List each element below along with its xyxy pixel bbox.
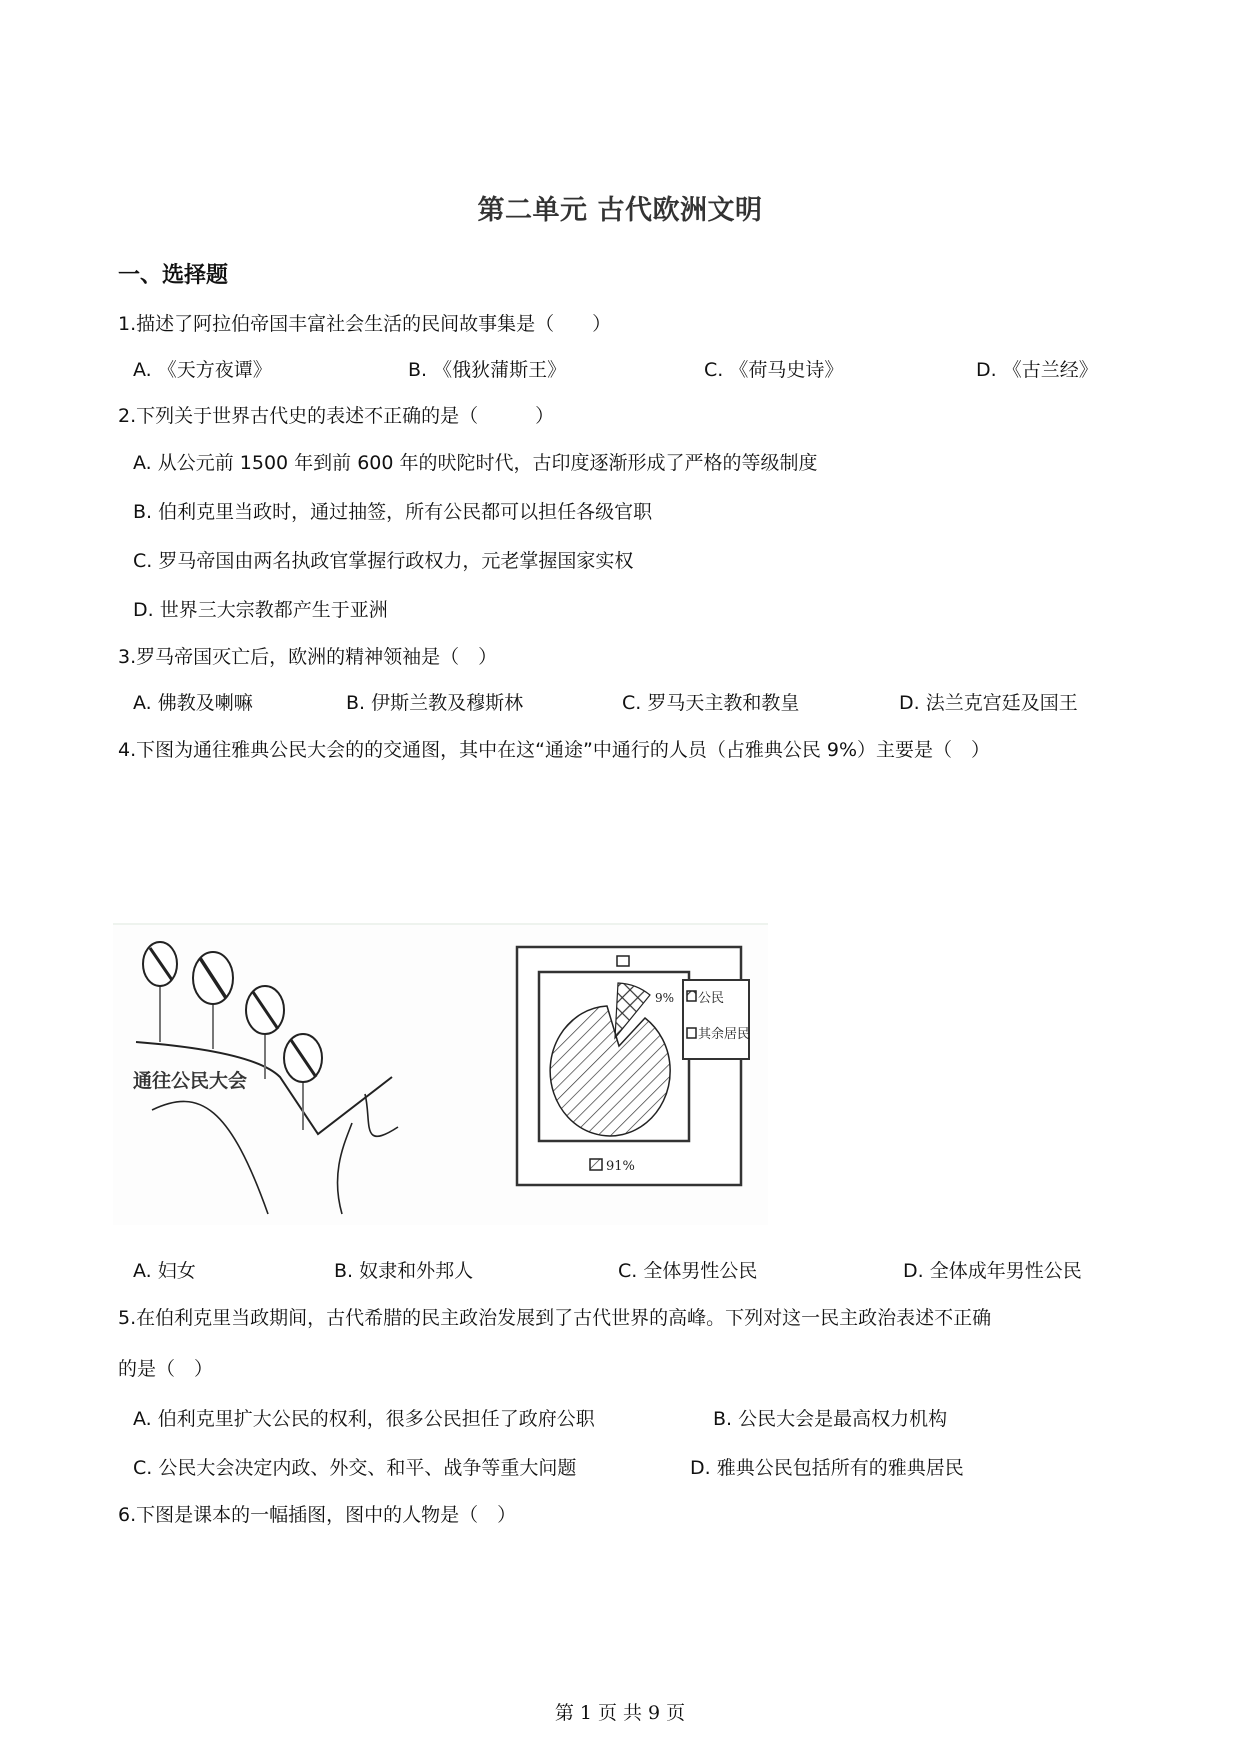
question-1-option-a[interactable]: A. 《天方夜谭》 — [133, 359, 272, 381]
question-2-option-a[interactable]: A. 从公元前 1500 年到前 600 年的吠陀时代，古印度逐渐形成了严格的等级制度 — [133, 452, 818, 474]
question-4-option-a[interactable]: A. 妇女 — [133, 1260, 196, 1282]
question-5-stem-line1: 5.在伯利克里当政期间，古代希腊的民主政治发展到了古代世界的高峰。下列对这一民主政治表述不正确 — [118, 1307, 992, 1329]
question-1-option-b[interactable]: B. 《俄狄蒲斯王》 — [408, 359, 567, 381]
legend-citizens: 公民 — [698, 991, 725, 1006]
question-5-option-d[interactable]: D. 雅典公民包括所有的雅典居民 — [690, 1457, 964, 1479]
question-5-stem-line2: 的是（ ） — [118, 1358, 214, 1380]
pie-label-others: 91% — [606, 1159, 635, 1174]
question-3-stem: 3.罗马帝国灭亡后，欧洲的精神领袖是（ ） — [118, 646, 498, 668]
question-5-option-a[interactable]: A. 伯利克里扩大公民的权利，很多公民担任了政府公职 — [133, 1408, 595, 1430]
question-3-option-a[interactable]: A. 佛教及喇嘛 — [133, 692, 253, 714]
question-2-option-d[interactable]: D. 世界三大宗教都产生于亚洲 — [133, 599, 388, 621]
question-1-stem: 1.描述了阿拉伯帝国丰富社会生活的民间故事集是（ ） — [118, 313, 612, 335]
pie-label-citizens: 9% — [655, 991, 675, 1005]
question-4-option-d[interactable]: D. 全体成年男性公民 — [903, 1260, 1082, 1282]
page-footer: 第 1 页 共 9 页 — [554, 1702, 686, 1724]
question-4-option-b[interactable]: B. 奴隶和外邦人 — [334, 1260, 474, 1282]
question-3-option-d[interactable]: D. 法兰克宫廷及国王 — [899, 692, 1078, 714]
question-1-option-c[interactable]: C. 《荷马史诗》 — [704, 359, 844, 381]
page-title: 第二单元 古代欧洲文明 — [477, 195, 763, 226]
question-4-figure — [113, 923, 768, 1225]
question-1-option-d[interactable]: D. 《古兰经》 — [976, 359, 1098, 381]
pie-chart — [517, 947, 750, 1185]
question-5-option-b[interactable]: B. 公民大会是最高权力机构 — [713, 1408, 948, 1430]
question-2-option-b[interactable]: B. 伯利克里当政时，通过抽签，所有公民都可以担任各级官职 — [133, 501, 653, 523]
question-3-option-c[interactable]: C. 罗马天主教和教皇 — [622, 692, 800, 714]
question-4-stem: 4.下图为通往雅典公民大会的的交通图，其中在这“通途”中通行的人员（占雅典公民 9%）主要是（ ） — [118, 739, 990, 761]
question-2-option-c[interactable]: C. 罗马帝国由两名执政官掌握行政权力，元老掌握国家实权 — [133, 550, 634, 572]
road-label: 通往公民大会 — [133, 1070, 248, 1092]
road-and-pie-illustration — [113, 925, 768, 1225]
question-5-option-c[interactable]: C. 公民大会决定内政、外交、和平、战争等重大问题 — [133, 1457, 577, 1479]
question-3-option-b[interactable]: B. 伊斯兰教及穆斯林 — [346, 692, 524, 714]
question-2-stem: 2.下列关于世界古代史的表述不正确的是（ ） — [118, 405, 555, 427]
pie-legend — [683, 980, 750, 1059]
road-drawing — [136, 1042, 398, 1214]
legend-other-residents: 其余居民 — [698, 1027, 751, 1042]
no-entry-signs — [143, 942, 322, 1130]
question-6-stem: 6.下图是课本的一幅插图，图中的人物是（ ） — [118, 1504, 517, 1526]
section-heading: 一、选择题 — [118, 263, 229, 288]
question-4-option-c[interactable]: C. 全体男性公民 — [618, 1260, 758, 1282]
